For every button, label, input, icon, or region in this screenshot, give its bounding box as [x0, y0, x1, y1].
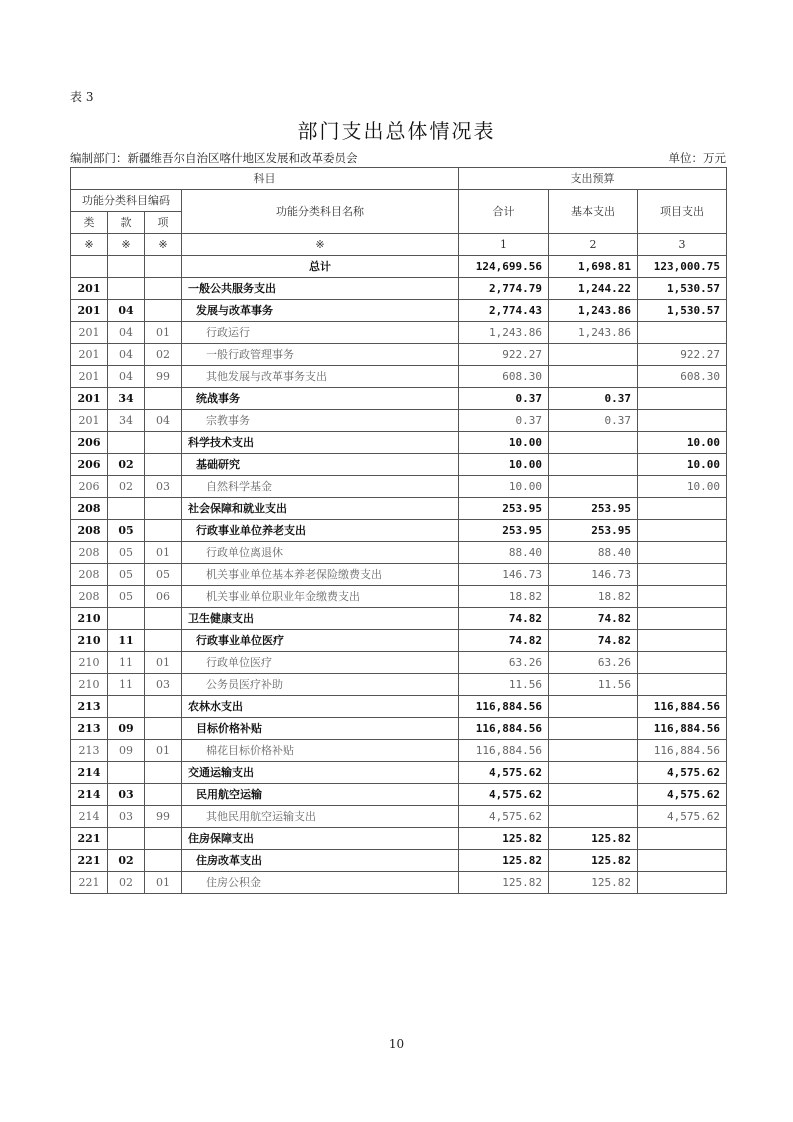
- table-row: [71, 520, 727, 542]
- total-cell: 253.95: [459, 520, 549, 542]
- code-kuan-cell: 05: [108, 586, 145, 608]
- code-lei-cell: 221: [71, 828, 108, 850]
- table-row: [71, 806, 727, 828]
- code-xiang-cell: [145, 828, 182, 850]
- code-kuan-cell: [108, 828, 145, 850]
- basic-cell: [549, 806, 638, 828]
- code-xiang-cell: [145, 696, 182, 718]
- table-row: [71, 300, 727, 322]
- table-row: [71, 410, 727, 432]
- code-xiang-cell: [145, 784, 182, 806]
- project-cell: [638, 652, 727, 674]
- subject-name-cell: 棉花目标价格补贴: [182, 740, 459, 762]
- code-xiang-cell: 01: [145, 542, 182, 564]
- code-lei-cell: 201: [71, 366, 108, 388]
- basic-cell: 1,698.81: [549, 256, 638, 278]
- subject-name-cell: 基础研究: [182, 454, 459, 476]
- code-kuan-cell: 05: [108, 564, 145, 586]
- code-lei-cell: 213: [71, 696, 108, 718]
- subject-name-cell: 宗教事务: [182, 410, 459, 432]
- total-cell: 922.27: [459, 344, 549, 366]
- code-xiang-cell: [145, 850, 182, 872]
- code-lei-cell: 208: [71, 498, 108, 520]
- name-header: 功能分类科目名称: [182, 190, 459, 234]
- total-cell: 4,575.62: [459, 784, 549, 806]
- subject-name-cell: 其他发展与改革事务支出: [182, 366, 459, 388]
- table-row: [71, 850, 727, 872]
- project-cell: [638, 872, 727, 894]
- code-kuan-cell: 09: [108, 740, 145, 762]
- project-cell: [638, 674, 727, 696]
- column-number: 2: [549, 234, 638, 256]
- total-cell: 116,884.56: [459, 696, 549, 718]
- basic-cell: 253.95: [549, 498, 638, 520]
- subject-name-cell: 总计: [182, 256, 459, 278]
- subject-name-cell: 住房改革支出: [182, 850, 459, 872]
- code-kuan-cell: [108, 498, 145, 520]
- total-cell: 2,774.43: [459, 300, 549, 322]
- code-lei-cell: 206: [71, 454, 108, 476]
- table-row: [71, 762, 727, 784]
- total-cell: 253.95: [459, 498, 549, 520]
- xiang-header: 项: [145, 212, 182, 234]
- page-title: 部门支出总体情况表: [297, 119, 496, 143]
- total-cell: 116,884.56: [459, 740, 549, 762]
- code-lei-cell: 210: [71, 608, 108, 630]
- project-cell: [638, 520, 727, 542]
- code-lei-cell: 208: [71, 564, 108, 586]
- subject-name-cell: 机关事业单位职业年金缴费支出: [182, 586, 459, 608]
- subject-name-cell: 发展与改革事务: [182, 300, 459, 322]
- table-row: [71, 476, 727, 498]
- code-lei-cell: 210: [71, 630, 108, 652]
- project-cell: 4,575.62: [638, 762, 727, 784]
- code-kuan-cell: [108, 762, 145, 784]
- table-row: [71, 784, 727, 806]
- code-kuan-cell: 02: [108, 476, 145, 498]
- code-xiang-cell: [145, 454, 182, 476]
- code-xiang-cell: [145, 300, 182, 322]
- code-lei-cell: 214: [71, 784, 108, 806]
- table-row: [71, 652, 727, 674]
- code-lei-cell: 201: [71, 322, 108, 344]
- total-cell: 125.82: [459, 828, 549, 850]
- basic-cell: [549, 740, 638, 762]
- total-cell: 608.30: [459, 366, 549, 388]
- table-row: [71, 432, 727, 454]
- project-cell: [638, 850, 727, 872]
- code-lei-cell: 201: [71, 344, 108, 366]
- total-cell: 4,575.62: [459, 806, 549, 828]
- total-cell: 11.56: [459, 674, 549, 696]
- project-cell: 4,575.62: [638, 784, 727, 806]
- project-cell: 116,884.56: [638, 696, 727, 718]
- code-xiang-cell: [145, 608, 182, 630]
- code-kuan-cell: [108, 696, 145, 718]
- basic-cell: 88.40: [549, 542, 638, 564]
- subject-name-cell: 农林水支出: [182, 696, 459, 718]
- table-number-label: 表 3: [70, 90, 94, 104]
- subject-name-cell: 一般行政管理事务: [182, 344, 459, 366]
- total-cell: 116,884.56: [459, 718, 549, 740]
- kuan-header: 款: [108, 212, 145, 234]
- table-row: [71, 828, 727, 850]
- code-xiang-cell: 02: [145, 344, 182, 366]
- basic-cell: 125.82: [549, 828, 638, 850]
- table-row: [71, 498, 727, 520]
- code-group-header: 功能分类科目编码: [71, 190, 182, 212]
- mark-cell: ※: [182, 234, 459, 256]
- basic-cell: [549, 718, 638, 740]
- code-kuan-cell: [108, 278, 145, 300]
- code-lei-cell: [71, 256, 108, 278]
- compiling-department: 编制部门：新疆维吾尔自治区喀什地区发展和改革委员会: [70, 151, 358, 165]
- lei-header: 类: [71, 212, 108, 234]
- code-lei-cell: 206: [71, 432, 108, 454]
- code-lei-cell: 201: [71, 410, 108, 432]
- table-row: [71, 630, 727, 652]
- project-cell: [638, 410, 727, 432]
- basic-cell: 63.26: [549, 652, 638, 674]
- project-cell: [638, 586, 727, 608]
- subject-header: 科目: [71, 168, 459, 190]
- code-xiang-cell: 01: [145, 740, 182, 762]
- total-cell: 10.00: [459, 454, 549, 476]
- subject-name-cell: 公务员医疗补助: [182, 674, 459, 696]
- code-kuan-cell: 11: [108, 674, 145, 696]
- code-xiang-cell: [145, 520, 182, 542]
- mark-cell: ※: [71, 234, 108, 256]
- basic-cell: [549, 784, 638, 806]
- basic-cell: [549, 366, 638, 388]
- code-lei-cell: 201: [71, 300, 108, 322]
- project-cell: [638, 630, 727, 652]
- subject-name-cell: 行政事业单位医疗: [182, 630, 459, 652]
- subject-name-cell: 一般公共服务支出: [182, 278, 459, 300]
- code-xiang-cell: [145, 630, 182, 652]
- subject-name-cell: 行政运行: [182, 322, 459, 344]
- basic-cell: 0.37: [549, 388, 638, 410]
- code-kuan-cell: 02: [108, 872, 145, 894]
- table-row: [71, 674, 727, 696]
- code-kuan-cell: 11: [108, 630, 145, 652]
- subject-name-cell: 住房保障支出: [182, 828, 459, 850]
- project-cell: [638, 564, 727, 586]
- subject-name-cell: 卫生健康支出: [182, 608, 459, 630]
- code-xiang-cell: 05: [145, 564, 182, 586]
- table-row: [71, 740, 727, 762]
- total-header: 合计: [459, 190, 549, 234]
- table-row: [71, 344, 727, 366]
- subject-name-cell: 机关事业单位基本养老保险缴费支出: [182, 564, 459, 586]
- project-cell: [638, 828, 727, 850]
- subject-name-cell: 住房公积金: [182, 872, 459, 894]
- code-kuan-cell: 05: [108, 520, 145, 542]
- page-number: 10: [388, 1037, 405, 1051]
- table-row: [71, 366, 727, 388]
- code-kuan-cell: 04: [108, 344, 145, 366]
- code-xiang-cell: [145, 256, 182, 278]
- project-cell: 1,530.57: [638, 278, 727, 300]
- code-kuan-cell: [108, 256, 145, 278]
- table-row: [71, 454, 727, 476]
- basic-cell: [549, 762, 638, 784]
- code-lei-cell: 210: [71, 674, 108, 696]
- basic-cell: [549, 454, 638, 476]
- basic-cell: 125.82: [549, 872, 638, 894]
- code-xiang-cell: 03: [145, 476, 182, 498]
- basic-cell: 125.82: [549, 850, 638, 872]
- table-row: [71, 542, 727, 564]
- basic-cell: 74.82: [549, 630, 638, 652]
- column-number: 3: [638, 234, 727, 256]
- code-lei-cell: 201: [71, 278, 108, 300]
- code-lei-cell: 221: [71, 850, 108, 872]
- expenditure-table: [70, 167, 727, 894]
- code-xiang-cell: [145, 432, 182, 454]
- project-cell: [638, 542, 727, 564]
- table-row: [71, 564, 727, 586]
- code-kuan-cell: 03: [108, 806, 145, 828]
- code-lei-cell: 210: [71, 652, 108, 674]
- code-lei-cell: 208: [71, 520, 108, 542]
- total-cell: 4,575.62: [459, 762, 549, 784]
- mark-cell: ※: [145, 234, 182, 256]
- budget-header: 支出预算: [459, 168, 727, 190]
- table-row: [71, 388, 727, 410]
- basic-header: 基本支出: [549, 190, 638, 234]
- total-cell: 74.82: [459, 608, 549, 630]
- basic-cell: 74.82: [549, 608, 638, 630]
- subject-name-cell: 行政单位医疗: [182, 652, 459, 674]
- total-cell: 2,774.79: [459, 278, 549, 300]
- project-cell: 10.00: [638, 476, 727, 498]
- code-xiang-cell: [145, 498, 182, 520]
- subject-name-cell: 交通运输支出: [182, 762, 459, 784]
- code-lei-cell: 213: [71, 740, 108, 762]
- table-meta: [70, 150, 726, 166]
- code-lei-cell: 208: [71, 586, 108, 608]
- subject-name-cell: 社会保障和就业支出: [182, 498, 459, 520]
- code-lei-cell: 221: [71, 872, 108, 894]
- table-row: [71, 608, 727, 630]
- code-xiang-cell: 03: [145, 674, 182, 696]
- basic-cell: 1,243.86: [549, 300, 638, 322]
- code-kuan-cell: 09: [108, 718, 145, 740]
- code-kuan-cell: 04: [108, 322, 145, 344]
- table-row: [71, 278, 727, 300]
- basic-cell: 1,244.22: [549, 278, 638, 300]
- total-cell: 0.37: [459, 410, 549, 432]
- basic-cell: 11.56: [549, 674, 638, 696]
- total-cell: 125.82: [459, 872, 549, 894]
- unit-label: 单位：万元: [668, 151, 726, 165]
- table-body: [71, 256, 727, 894]
- project-cell: [638, 498, 727, 520]
- code-xiang-cell: 99: [145, 366, 182, 388]
- table-row: [71, 718, 727, 740]
- table-row: [71, 872, 727, 894]
- code-xiang-cell: 01: [145, 872, 182, 894]
- subject-name-cell: 科学技术支出: [182, 432, 459, 454]
- project-cell: 922.27: [638, 344, 727, 366]
- code-xiang-cell: 01: [145, 322, 182, 344]
- code-kuan-cell: 02: [108, 454, 145, 476]
- basic-cell: 146.73: [549, 564, 638, 586]
- project-cell: 123,000.75: [638, 256, 727, 278]
- project-cell: [638, 322, 727, 344]
- basic-cell: [549, 476, 638, 498]
- total-cell: 1,243.86: [459, 322, 549, 344]
- subject-name-cell: 目标价格补贴: [182, 718, 459, 740]
- total-cell: 74.82: [459, 630, 549, 652]
- total-cell: 88.40: [459, 542, 549, 564]
- project-cell: 116,884.56: [638, 740, 727, 762]
- code-xiang-cell: 06: [145, 586, 182, 608]
- subject-name-cell: 行政单位离退休: [182, 542, 459, 564]
- code-xiang-cell: 99: [145, 806, 182, 828]
- project-cell: 10.00: [638, 454, 727, 476]
- basic-cell: [549, 696, 638, 718]
- code-xiang-cell: [145, 388, 182, 410]
- mark-cell: ※: [108, 234, 145, 256]
- code-lei-cell: 206: [71, 476, 108, 498]
- code-kuan-cell: 11: [108, 652, 145, 674]
- basic-cell: 18.82: [549, 586, 638, 608]
- basic-cell: 253.95: [549, 520, 638, 542]
- code-kuan-cell: 05: [108, 542, 145, 564]
- code-lei-cell: 214: [71, 762, 108, 784]
- code-kuan-cell: [108, 608, 145, 630]
- total-cell: 124,699.56: [459, 256, 549, 278]
- total-cell: 0.37: [459, 388, 549, 410]
- project-cell: 608.30: [638, 366, 727, 388]
- code-kuan-cell: 34: [108, 410, 145, 432]
- code-kuan-cell: 34: [108, 388, 145, 410]
- basic-cell: 1,243.86: [549, 322, 638, 344]
- code-xiang-cell: [145, 718, 182, 740]
- project-cell: 4,575.62: [638, 806, 727, 828]
- total-cell: 10.00: [459, 432, 549, 454]
- project-cell: [638, 608, 727, 630]
- code-kuan-cell: 04: [108, 300, 145, 322]
- table-row: [71, 322, 727, 344]
- code-xiang-cell: [145, 762, 182, 784]
- basic-cell: [549, 344, 638, 366]
- code-xiang-cell: 01: [145, 652, 182, 674]
- project-cell: [638, 388, 727, 410]
- table-row: [71, 586, 727, 608]
- subject-name-cell: 民用航空运输: [182, 784, 459, 806]
- code-lei-cell: 208: [71, 542, 108, 564]
- subject-name-cell: 行政事业单位养老支出: [182, 520, 459, 542]
- total-cell: 63.26: [459, 652, 549, 674]
- column-number: 1: [459, 234, 549, 256]
- total-cell: 125.82: [459, 850, 549, 872]
- subject-name-cell: 其他民用航空运输支出: [182, 806, 459, 828]
- code-kuan-cell: 03: [108, 784, 145, 806]
- basic-cell: [549, 432, 638, 454]
- project-header: 项目支出: [638, 190, 727, 234]
- basic-cell: 0.37: [549, 410, 638, 432]
- table-row: [71, 696, 727, 718]
- total-cell: 10.00: [459, 476, 549, 498]
- project-cell: 1,530.57: [638, 300, 727, 322]
- code-xiang-cell: [145, 278, 182, 300]
- table-row: [71, 256, 727, 278]
- code-lei-cell: 201: [71, 388, 108, 410]
- subject-name-cell: 统战事务: [182, 388, 459, 410]
- project-cell: 116,884.56: [638, 718, 727, 740]
- code-kuan-cell: 02: [108, 850, 145, 872]
- code-lei-cell: 214: [71, 806, 108, 828]
- subject-name-cell: 自然科学基金: [182, 476, 459, 498]
- total-cell: 146.73: [459, 564, 549, 586]
- code-lei-cell: 213: [71, 718, 108, 740]
- total-cell: 18.82: [459, 586, 549, 608]
- code-kuan-cell: [108, 432, 145, 454]
- code-xiang-cell: 04: [145, 410, 182, 432]
- code-kuan-cell: 04: [108, 366, 145, 388]
- project-cell: 10.00: [638, 432, 727, 454]
